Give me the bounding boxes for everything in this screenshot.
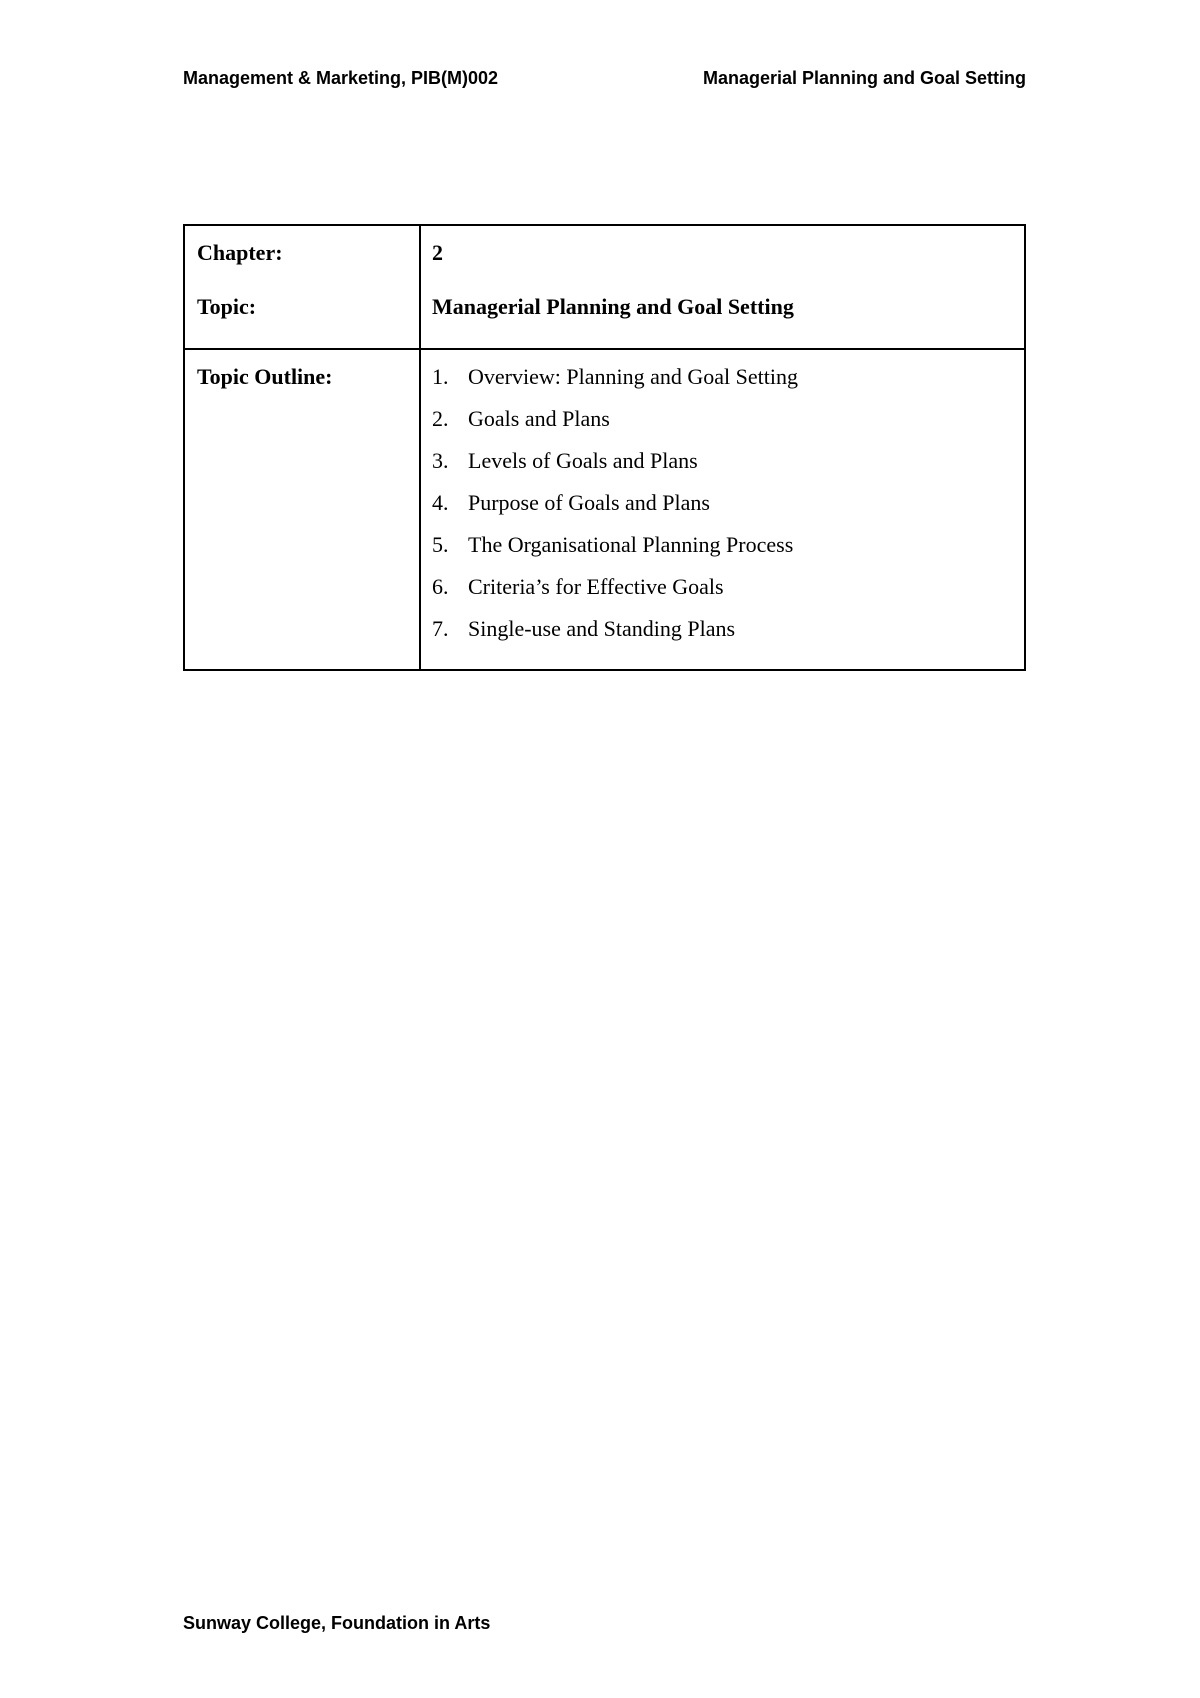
outline-item	[432, 574, 1024, 616]
outline-item-number: 5.	[432, 532, 449, 557]
topic-title: Managerial Planning and Goal Setting	[432, 294, 794, 319]
outline-item	[432, 490, 1024, 532]
outline-item-text: Levels of Goals and Plans	[468, 448, 698, 473]
outline-item-number: 6.	[432, 574, 449, 599]
outline-item-number: 4.	[432, 490, 449, 515]
page-footer: Sunway College, Foundation in Arts	[183, 1613, 491, 1633]
topic-outline-row	[184, 349, 1025, 670]
topic-label: Topic:	[197, 294, 257, 319]
outline-item-text: The Organisational Planning Process	[468, 532, 794, 557]
page-header	[183, 68, 1026, 98]
topic-outline-label: Topic Outline:	[197, 364, 333, 389]
chapter-topic-label-cell	[184, 225, 420, 349]
outline-item-number: 7.	[432, 616, 449, 641]
outline-item-number: 3.	[432, 448, 449, 473]
outline-item-text: Criteria’s for Effective Goals	[468, 574, 724, 599]
outline-item	[432, 616, 1024, 658]
outline-item-text: Single-use and Standing Plans	[468, 616, 736, 641]
topic-outline-label-cell	[184, 349, 420, 670]
outline-item-text: Goals and Plans	[468, 406, 610, 431]
outline-item	[432, 364, 1024, 406]
outline-item	[432, 406, 1024, 448]
outline-item-number: 2.	[432, 406, 449, 431]
header-course-title: Management & Marketing, PIB(M)002	[183, 68, 499, 88]
outline-item-text: Overview: Planning and Goal Setting	[468, 364, 798, 389]
chapter-info-table	[183, 224, 1026, 671]
outline-item	[432, 532, 1024, 574]
chapter-topic-value-cell	[420, 225, 1025, 349]
outline-item	[432, 448, 1024, 490]
header-chapter-title: Managerial Planning and Goal Setting	[702, 68, 1026, 88]
outline-item-number: 1.	[432, 364, 449, 389]
chapter-topic-row	[184, 225, 1025, 349]
outline-item-text: Purpose of Goals and Plans	[468, 490, 710, 515]
chapter-number: 2	[432, 240, 443, 265]
chapter-label: Chapter:	[197, 240, 283, 265]
topic-outline-list	[432, 364, 1024, 658]
topic-outline-value-cell	[420, 349, 1025, 670]
